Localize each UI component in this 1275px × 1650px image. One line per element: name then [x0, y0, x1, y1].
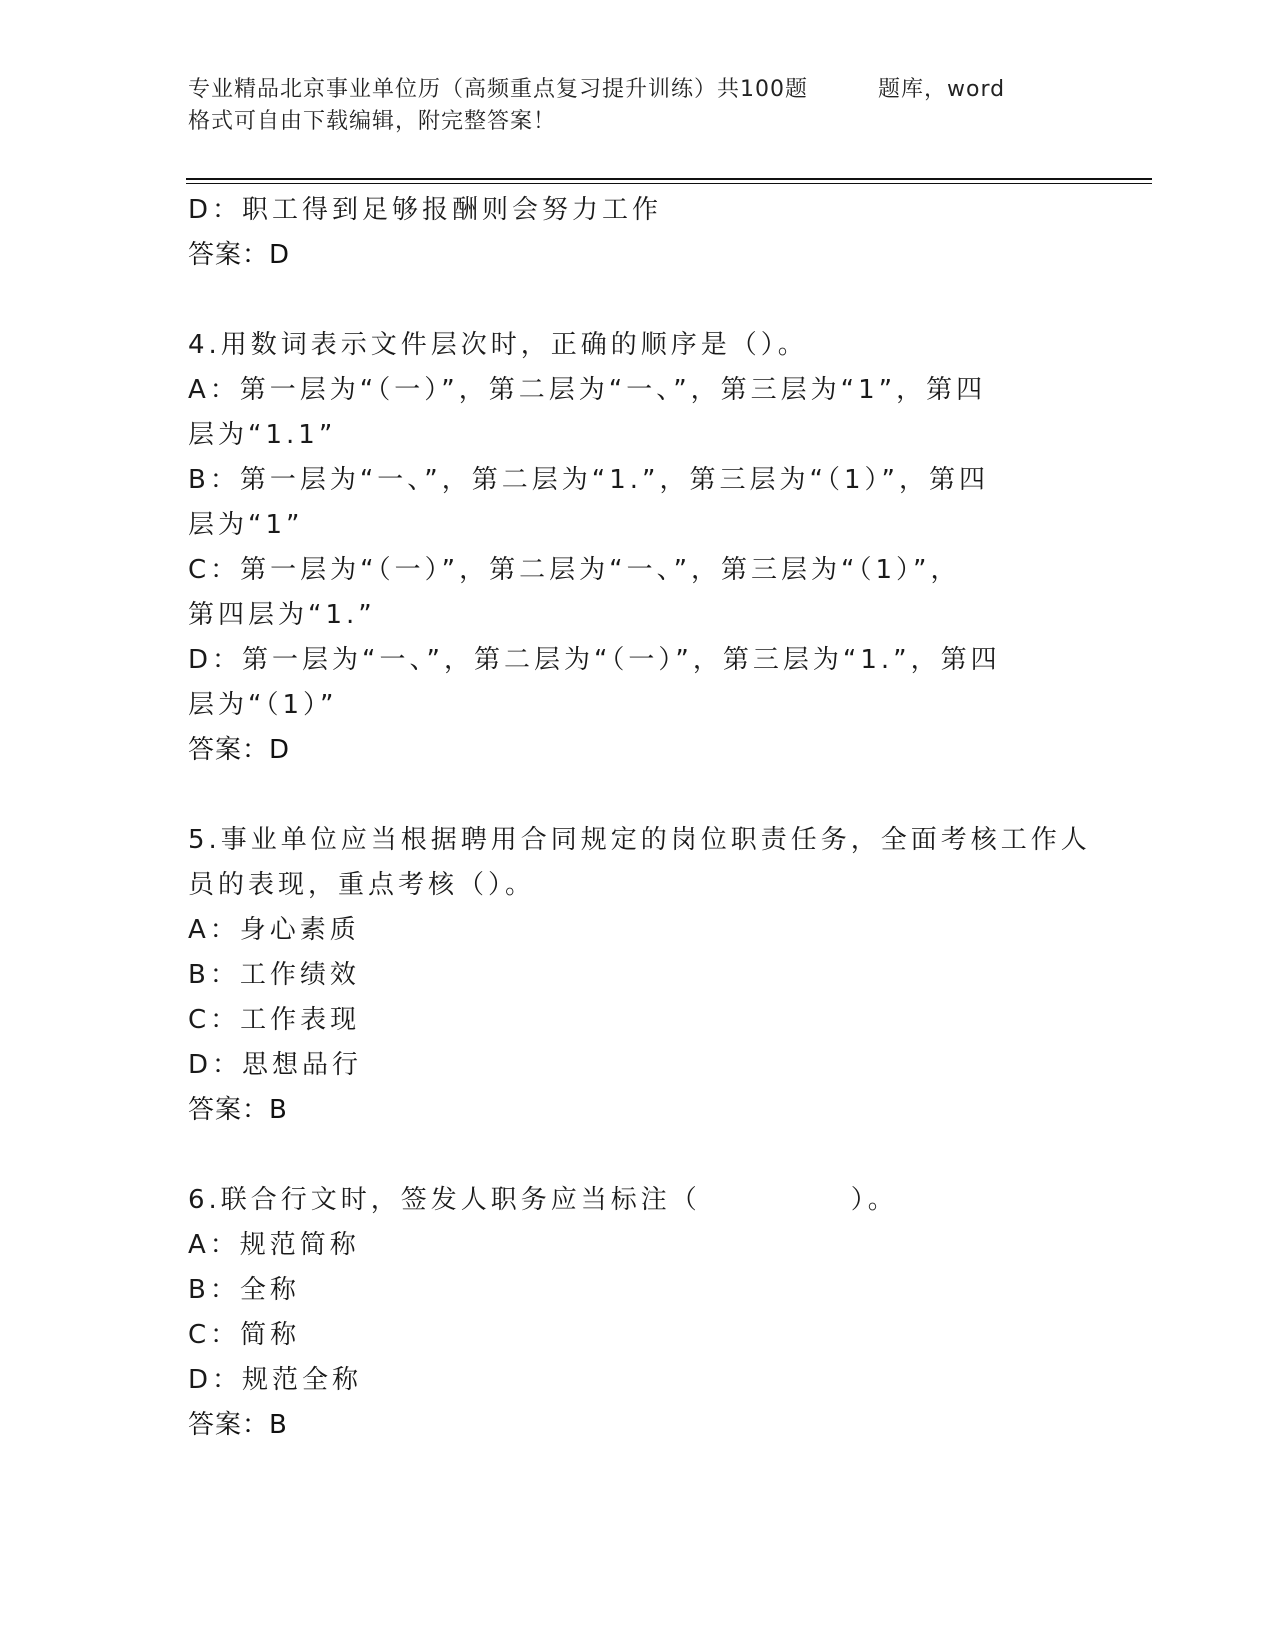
option-text: C：第一层为“（一）”，第二层为“一、”，第三层为“（1）”， — [188, 555, 961, 585]
header-line-2: 格式可自由下载编辑，附完整答案！ — [188, 109, 557, 134]
header-title-tail: 题库，word — [878, 77, 1006, 102]
question-block — [188, 188, 1088, 278]
question-list — [188, 188, 1091, 1448]
option-text: A：第一层为“（一）”，第二层为“一、”，第三层为“1”，第四 — [188, 375, 987, 405]
question-block — [188, 818, 1091, 1133]
option-text: 第四层为“1.” — [188, 600, 376, 630]
option-text: B：全称 — [188, 1275, 300, 1305]
option-text: 层为“1” — [188, 510, 304, 540]
answer-text: 答案：B — [188, 1095, 288, 1125]
answer-text: 答案：B — [188, 1410, 288, 1440]
question-block — [188, 1178, 1088, 1448]
option-text: A：规范简称 — [188, 1230, 360, 1260]
header-title: 专业精品北京事业单位历（高频重点复习提升训练）共100题 — [188, 77, 808, 102]
answer-text: 答案：D — [188, 240, 291, 270]
question-stem: 4.用数词表示文件层次时，正确的顺序是（）。 — [188, 330, 808, 360]
option-text: D：规范全称 — [188, 1365, 363, 1395]
option-text: D：第一层为“一、”，第二层为“（一）”，第三层为“1.”，第四 — [188, 645, 1001, 675]
option-text: C：简称 — [188, 1320, 301, 1350]
question-block — [188, 323, 1088, 773]
option-text: 层为“1.1” — [188, 420, 337, 450]
option-text: B：第一层为“一、”，第二层为“1.”，第三层为“（1）”，第四 — [188, 465, 990, 495]
option-text: 层为“（1）” — [188, 690, 338, 720]
option-text: B：工作绩效 — [188, 960, 360, 990]
header-divider — [186, 178, 1152, 180]
header-divider-thin — [186, 183, 1152, 184]
option-text: A：身心素质 — [188, 915, 360, 945]
answer-text: 答案：D — [188, 735, 291, 765]
option-text: C：工作表现 — [188, 1005, 361, 1035]
question-stem: 员的表现，重点考核（）。 — [188, 870, 536, 900]
page-header — [188, 74, 1068, 138]
option-text: D：思想品行 — [188, 1050, 363, 1080]
question-stem: 6.联合行文时，签发人职务应当标注（ ）。 — [188, 1185, 898, 1215]
question-stem: 5.事业单位应当根据聘用合同规定的岗位职责任务，全面考核工作人 — [188, 825, 1091, 855]
option-text: D：职工得到足够报酬则会努力工作 — [188, 195, 663, 225]
header-line-1 — [188, 74, 1068, 106]
